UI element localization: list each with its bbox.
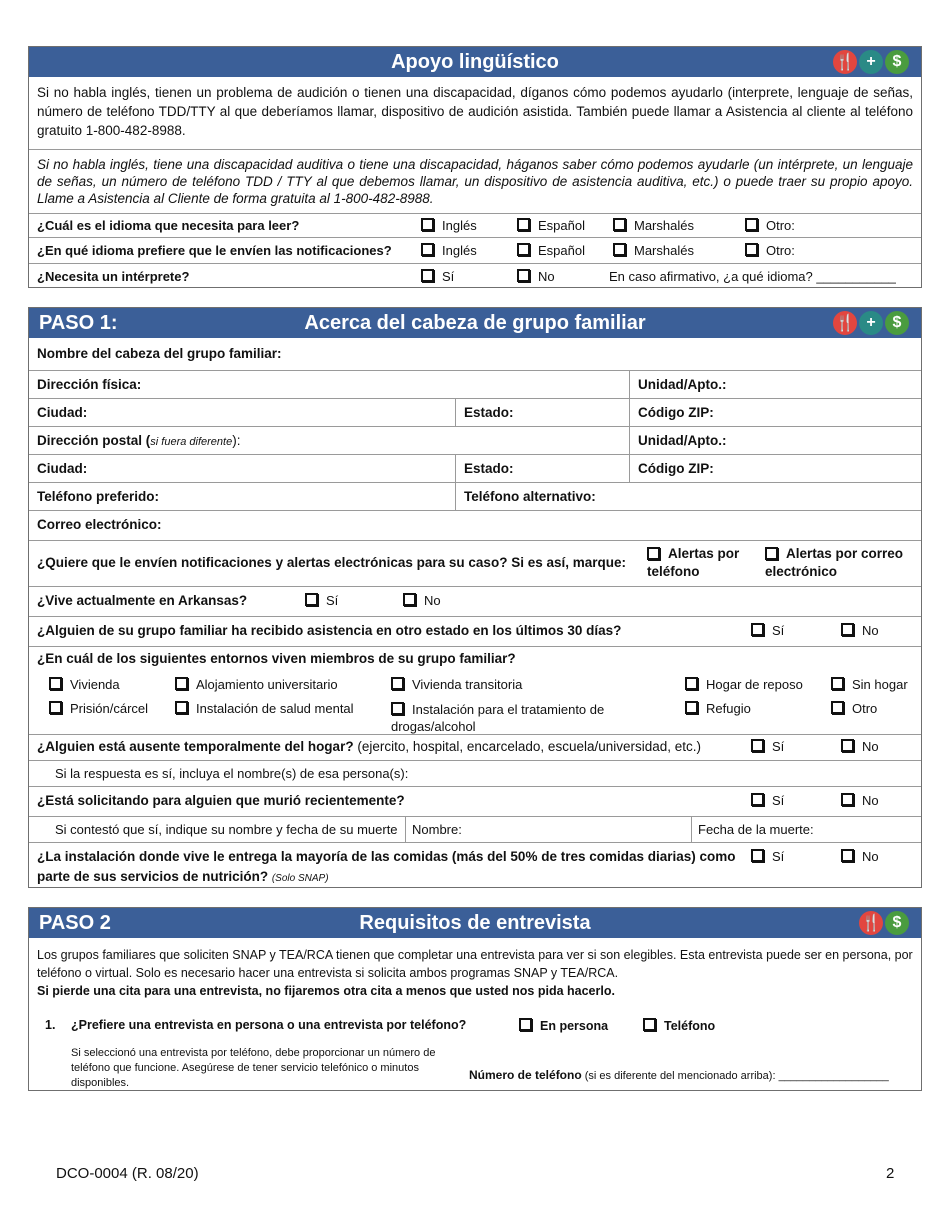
label-marshales: Marshalés <box>634 243 694 258</box>
food-icon: 🍴 <box>833 311 857 335</box>
field-correo[interactable]: Correo electrónico: <box>37 517 162 532</box>
label-no: No <box>862 739 879 754</box>
q-otro-estado: ¿Alguien de su grupo familiar ha recibido asistencia en otro estado en los últimos 30 días? <box>37 623 622 638</box>
label-paren: ): <box>232 433 241 448</box>
checkbox-otro[interactable] <box>745 218 795 233</box>
label-si: Sí <box>442 269 455 284</box>
q1-number: 1. <box>45 1018 56 1032</box>
q-interpreter: ¿Necesita un intérprete? <box>37 269 190 284</box>
label-no: No <box>862 849 879 864</box>
row-correo <box>29 510 921 540</box>
row-ciudad <box>29 398 921 426</box>
label-marshales: Marshalés <box>634 218 694 233</box>
label-si: Sí <box>772 739 785 754</box>
label-no: No <box>862 623 879 638</box>
field-estado[interactable]: Estado: <box>455 399 629 426</box>
checkbox-ingles-notify[interactable] <box>421 243 477 258</box>
label-no: No <box>538 269 555 284</box>
field-zip-postal[interactable]: Código ZIP: <box>629 455 921 482</box>
checkbox-alerta-telefono[interactable] <box>647 545 757 581</box>
row-direccion-postal <box>29 426 921 454</box>
label-si: Sí <box>326 593 339 608</box>
checkbox-reposo[interactable] <box>685 677 803 692</box>
murio-follow-label: Si contestó que sí, indique su nombre y fecha de su muerte <box>55 822 398 837</box>
checkbox-refugio[interactable] <box>685 701 751 716</box>
label-si: Sí <box>772 623 785 638</box>
ausente-names-field[interactable]: Si la respuesta es sí, incluya el nombre(s) de esa persona(s): <box>55 766 409 781</box>
q-comidas-text: ¿La instalación donde vive le entrega la mayoría de las comidas (más del 50% de tres comidas diarias) como parte de sus servicios de nutrición? <box>37 849 736 884</box>
label-espanol: Español <box>538 243 585 258</box>
row-comidas <box>29 842 921 889</box>
q-ausente <box>37 739 701 754</box>
field-nombre-fallecido[interactable]: Nombre: <box>405 817 691 842</box>
checkbox-alerta-correo[interactable] <box>765 545 915 581</box>
label-alerta-telefono: Alertas por teléfono <box>647 546 740 579</box>
label-transitoria: Vivienda transitoria <box>412 677 523 692</box>
row-ausente-follow <box>29 760 921 786</box>
paso1-section <box>28 307 922 888</box>
telefono-note: Si seleccionó una entrevista por teléfono, debe proporcionar un número de teléfono que funcione. Asegúrese de tener servicio telefónico o minutos disponibles. <box>71 1047 436 1089</box>
health-plus-icon: + <box>859 311 883 335</box>
lang-italic-row <box>29 149 921 213</box>
lang-italic-paragraph: Si no habla inglés, tiene una discapacidad auditiva o tiene una discapacidad, háganos saber cómo podemos ayudarle (un intérprete, un lenguaje de señas, un número de teléfono TDD / TTY al que debemos llamar, un dispositivo de asistencia auditiva, etc.) o puede traer su propio apoyo. Llame a Asistencia al Cliente de forma gratuita al 1-800-482-8988. <box>37 157 913 206</box>
step-label: PASO 1: <box>39 312 118 334</box>
row-alertas <box>29 540 921 586</box>
field-estado-postal[interactable]: Estado: <box>455 455 629 482</box>
lang-read-row <box>29 213 921 237</box>
cash-icon: $ <box>885 911 909 935</box>
row-entornos <box>29 646 921 734</box>
label-telefono: Teléfono <box>664 1019 716 1033</box>
label-no: No <box>424 593 441 608</box>
q-arkansas: ¿Vive actualmente en Arkansas? <box>37 593 248 608</box>
checkbox-otro-notify[interactable] <box>745 243 795 258</box>
label-alojamiento: Alojamiento universitario <box>196 677 338 692</box>
row-murio <box>29 786 921 816</box>
section-title: Acerca del cabeza de grupo familiar <box>304 312 646 334</box>
checkbox-prision[interactable] <box>49 701 148 716</box>
paso2-header <box>29 908 921 938</box>
label-ingles: Inglés <box>442 243 477 258</box>
program-icons <box>859 911 909 935</box>
field-unidad-postal[interactable]: Unidad/Apto.: <box>629 427 921 454</box>
health-plus-icon: + <box>859 50 883 74</box>
lang-paragraph: Si no habla inglés, tienen un problema de audición o tienen una discapacidad, díganos cómo podemos ayudarlo (interprete, lenguaje de señas, número de teléfono TDD/TTY al que deberíamos llamar, dispositivo de audición asistida. También puede llamar a Asistencia al cliente al teléfono gratuito 1-800-482-8988. <box>37 85 913 138</box>
checkbox-ingles[interactable] <box>421 218 477 233</box>
form-id: DCO-0004 (R. 08/20) <box>56 1165 199 1182</box>
checkbox-otro-entorno[interactable] <box>831 701 877 716</box>
checkbox-comidas-no[interactable] <box>841 849 879 864</box>
checkbox-arkansas-si[interactable] <box>305 593 338 608</box>
field-direccion-fisica[interactable]: Dirección física: <box>37 377 142 392</box>
label-numero-telefono: Número de teléfono <box>469 1068 582 1082</box>
paso2-section <box>28 907 922 1091</box>
checkbox-comidas-si[interactable] <box>751 849 784 864</box>
label-reposo: Hogar de reposo <box>706 677 803 692</box>
checkbox-otro-estado-no[interactable] <box>841 623 879 638</box>
field-telefono-preferido[interactable]: Teléfono preferido: <box>37 489 160 504</box>
field-fecha-muerte[interactable]: Fecha de la muerte: <box>691 817 921 842</box>
checkbox-interpreter-no[interactable] <box>517 269 555 284</box>
page-number: 2 <box>886 1165 895 1182</box>
solo-snap-note: (Solo SNAP) <box>271 873 329 884</box>
language-support-section <box>28 46 922 288</box>
checkbox-marshales[interactable] <box>613 218 694 233</box>
checkbox-marshales-notify[interactable] <box>613 243 694 258</box>
paso2-bold-paragraph: Si pierde una cita para una entrevista, no fijaremos otra cita a menos que usted nos pida hacerlo. <box>37 984 615 998</box>
q-ausente-detail: (ejercito, hospital, encarcelado, escuela/universidad, etc.) <box>353 739 702 754</box>
q-entrevista: ¿Prefiere una entrevista en persona o una entrevista por teléfono? <box>71 1018 467 1032</box>
row-arkansas <box>29 586 921 616</box>
checkbox-murio-no[interactable] <box>841 793 879 808</box>
checkbox-interpreter-si[interactable] <box>421 269 454 284</box>
checkbox-sin-hogar[interactable] <box>831 677 908 692</box>
row-otro-estado <box>29 616 921 646</box>
lang-interpreter-row <box>29 263 921 289</box>
q-comidas <box>37 847 737 889</box>
field-ciudad[interactable]: Ciudad: <box>37 405 88 420</box>
label-otro: Otro: <box>766 243 795 258</box>
section-title: Apoyo lingüístico <box>391 51 559 73</box>
language-support-header <box>29 47 921 77</box>
row-direccion <box>29 370 921 398</box>
food-icon: 🍴 <box>833 50 857 74</box>
checkbox-ausente-no[interactable] <box>841 739 879 754</box>
checkbox-murio-si[interactable] <box>751 793 784 808</box>
checkbox-arkansas-no[interactable] <box>403 593 441 608</box>
label-sin-hogar: Sin hogar <box>852 677 908 692</box>
paso1-header <box>29 308 921 338</box>
q-ausente-main: ¿Alguien está ausente temporalmente del hogar? <box>37 739 354 754</box>
row-nombre <box>29 340 921 370</box>
label-salud-mental: Instalación de salud mental <box>196 701 354 716</box>
checkbox-tratamiento[interactable] <box>391 701 631 735</box>
label-direccion-postal: Dirección postal ( <box>37 433 151 448</box>
field-direccion-postal[interactable] <box>29 427 629 454</box>
program-icons <box>833 50 909 74</box>
program-icons <box>833 311 909 335</box>
label-si: Sí <box>772 793 785 808</box>
checkbox-telefono[interactable] <box>643 1018 715 1033</box>
checkbox-otro-estado-si[interactable] <box>751 623 784 638</box>
label-numero-telefono-detail: (si es diferente del mencionado arriba): __________________ <box>581 1070 889 1082</box>
checkbox-transitoria[interactable] <box>391 677 522 692</box>
label-alerta-correo: Alertas por correo electrónico <box>765 546 904 579</box>
checkbox-espanol-notify[interactable] <box>517 243 585 258</box>
label-prision: Prisión/cárcel <box>70 701 149 716</box>
label-si: Sí <box>772 849 785 864</box>
checkbox-en-persona[interactable] <box>519 1018 608 1033</box>
field-numero-telefono[interactable] <box>469 1068 889 1082</box>
field-zip[interactable]: Código ZIP: <box>629 399 921 426</box>
q-notify-language: ¿En qué idioma prefiere que le envíen las notificaciones? <box>37 243 392 258</box>
paso2-paragraph: Los grupos familiares que soliciten SNAP y TEA/RCA tienen que completar una entrevista para ver si son elegibles. Esta entrevista puede ser en persona, por teléfono o virtual. Solo es necesario hacer una entrevista si solicita ambos programas SNAP y TEA/RCA. <box>37 948 913 980</box>
q-murio: ¿Está solicitando para alguien que murió recientemente? <box>37 793 405 808</box>
label-si-diferente: si fuera diferente <box>150 436 233 448</box>
step-label: PASO 2 <box>39 912 111 934</box>
lang-notify-row <box>29 237 921 263</box>
label-vivienda: Vivienda <box>70 677 120 692</box>
row-ciudad-postal <box>29 454 921 482</box>
label-otro-entorno: Otro <box>852 701 878 716</box>
cash-icon: $ <box>885 311 909 335</box>
checkbox-salud-mental[interactable] <box>175 701 354 716</box>
row-ausente <box>29 734 921 760</box>
q-read-language: ¿Cuál es el idioma que necesita para leer? <box>37 218 300 233</box>
label-en-persona: En persona <box>540 1019 609 1033</box>
checkbox-espanol[interactable] <box>517 218 585 233</box>
label-no: No <box>862 793 879 808</box>
checkbox-vivienda[interactable] <box>49 677 120 692</box>
field-unidad[interactable]: Unidad/Apto.: <box>629 371 921 398</box>
interpreter-language-field[interactable]: En caso afirmativo, ¿a qué idioma? ___________ <box>609 269 896 284</box>
section-title: Requisitos de entrevista <box>359 912 591 934</box>
q-alertas: ¿Quiere que le envíen notificaciones y alertas electrónicas para su caso? Si es así, marque: <box>37 555 626 570</box>
cash-icon: $ <box>885 50 909 74</box>
checkbox-ausente-si[interactable] <box>751 739 784 754</box>
label-tratamiento: Instalación para el tratamiento de drogas/alcohol <box>391 702 605 734</box>
row-telefono <box>29 482 921 510</box>
label-refugio: Refugio <box>706 701 751 716</box>
label-otro: Otro: <box>766 218 795 233</box>
q-entornos: ¿En cuál de los siguientes entornos viven miembros de su grupo familiar? <box>37 651 516 666</box>
label-ingles: Inglés <box>442 218 477 233</box>
field-telefono-alternativo[interactable]: Teléfono alternativo: <box>455 483 921 510</box>
checkbox-alojamiento[interactable] <box>175 677 338 692</box>
label-espanol: Español <box>538 218 585 233</box>
field-ciudad-postal[interactable]: Ciudad: <box>37 461 88 476</box>
food-icon: 🍴 <box>859 911 883 935</box>
field-nombre-cabeza[interactable]: Nombre del cabeza del grupo familiar: <box>37 346 282 361</box>
row-murio-follow <box>29 816 921 842</box>
